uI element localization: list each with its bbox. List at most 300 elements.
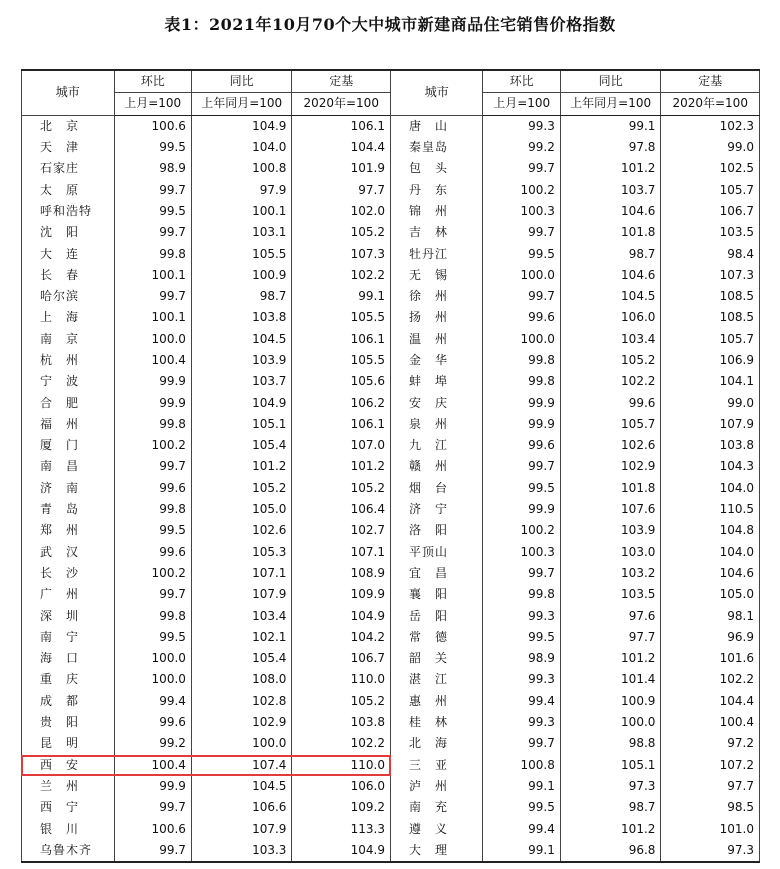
table-row xyxy=(22,818,760,839)
value-tb-right: 104.6 xyxy=(560,265,661,286)
table-row xyxy=(22,371,760,392)
value-dj-right: 99.0 xyxy=(661,137,760,158)
value-dj-right: 107.3 xyxy=(661,265,760,286)
value-dj-right: 108.5 xyxy=(661,286,760,307)
value-tb-right: 105.2 xyxy=(560,350,661,371)
value-hb-left: 100.1 xyxy=(114,265,191,286)
value-tb-right: 96.8 xyxy=(560,840,661,862)
value-tb-left: 103.7 xyxy=(191,371,292,392)
value-hb-right: 99.7 xyxy=(483,733,560,754)
city-name-left: 呼和浩特 xyxy=(22,201,115,222)
value-tb-left: 107.4 xyxy=(191,755,292,776)
value-dj-right: 110.5 xyxy=(661,499,760,520)
value-dj-right: 100.4 xyxy=(661,712,760,733)
value-tb-left: 104.5 xyxy=(191,329,292,350)
value-tb-right: 97.3 xyxy=(560,776,661,797)
value-dj-left: 106.2 xyxy=(292,392,391,413)
value-tb-left: 101.2 xyxy=(191,456,292,477)
value-dj-left: 106.1 xyxy=(292,115,391,137)
city-name-left: 大 连 xyxy=(22,243,115,264)
city-name-left: 郑 州 xyxy=(22,520,115,541)
value-dj-left: 102.0 xyxy=(292,201,391,222)
value-hb-left: 99.2 xyxy=(114,733,191,754)
value-tb-right: 99.1 xyxy=(560,115,661,137)
city-name-left: 乌鲁木齐 xyxy=(22,840,115,862)
table-row xyxy=(22,542,760,563)
value-tb-left: 103.8 xyxy=(191,307,292,328)
value-dj-left: 110.0 xyxy=(292,669,391,690)
city-name-left: 沈 阳 xyxy=(22,222,115,243)
city-name-right: 三 亚 xyxy=(390,755,483,776)
table-row xyxy=(22,520,760,541)
value-tb-left: 105.3 xyxy=(191,542,292,563)
header-dingji-left: 定基 xyxy=(292,70,391,93)
value-hb-left: 100.2 xyxy=(114,435,191,456)
value-hb-right: 99.5 xyxy=(483,797,560,818)
value-hb-left: 99.5 xyxy=(114,627,191,648)
value-hb-right: 99.7 xyxy=(483,286,560,307)
value-tb-left: 100.1 xyxy=(191,201,292,222)
header-city-right: 城市 xyxy=(390,70,483,115)
value-tb-left: 102.8 xyxy=(191,691,292,712)
table-row xyxy=(22,776,760,797)
table-row xyxy=(22,563,760,584)
value-dj-right: 102.5 xyxy=(661,158,760,179)
value-hb-left: 99.7 xyxy=(114,584,191,605)
header-tongbi-left: 同比 xyxy=(191,70,292,93)
value-tb-right: 102.2 xyxy=(560,371,661,392)
city-name-left: 南 昌 xyxy=(22,456,115,477)
value-tb-left: 100.8 xyxy=(191,158,292,179)
value-tb-left: 102.1 xyxy=(191,627,292,648)
city-name-left: 贵 阳 xyxy=(22,712,115,733)
value-hb-right: 98.9 xyxy=(483,648,560,669)
value-tb-right: 98.7 xyxy=(560,243,661,264)
city-name-left: 海 口 xyxy=(22,648,115,669)
city-name-left: 哈尔滨 xyxy=(22,286,115,307)
city-name-right: 牡丹江 xyxy=(390,243,483,264)
value-hb-left: 99.4 xyxy=(114,691,191,712)
value-hb-left: 99.7 xyxy=(114,286,191,307)
value-tb-right: 103.9 xyxy=(560,520,661,541)
city-name-right: 扬 州 xyxy=(390,307,483,328)
city-name-right: 惠 州 xyxy=(390,691,483,712)
value-hb-right: 99.5 xyxy=(483,243,560,264)
value-dj-left: 113.3 xyxy=(292,818,391,839)
city-name-left: 武 汉 xyxy=(22,542,115,563)
value-hb-left: 99.8 xyxy=(114,605,191,626)
value-dj-left: 104.9 xyxy=(292,605,391,626)
table-row xyxy=(22,840,760,862)
value-dj-left: 105.5 xyxy=(292,350,391,371)
value-hb-right: 99.3 xyxy=(483,712,560,733)
value-tb-left: 103.4 xyxy=(191,605,292,626)
value-dj-right: 104.0 xyxy=(661,478,760,499)
city-name-right: 湛 江 xyxy=(390,669,483,690)
value-hb-left: 99.6 xyxy=(114,712,191,733)
value-hb-right: 100.0 xyxy=(483,329,560,350)
city-name-right: 金 华 xyxy=(390,350,483,371)
value-hb-left: 99.8 xyxy=(114,499,191,520)
value-hb-right: 99.3 xyxy=(483,605,560,626)
city-name-right: 大 理 xyxy=(390,840,483,862)
city-name-left: 宁 波 xyxy=(22,371,115,392)
value-tb-right: 101.2 xyxy=(560,158,661,179)
value-dj-right: 106.7 xyxy=(661,201,760,222)
city-name-left: 广 州 xyxy=(22,584,115,605)
value-dj-right: 103.5 xyxy=(661,222,760,243)
table-row xyxy=(22,584,760,605)
table-row xyxy=(22,797,760,818)
table-row xyxy=(22,392,760,413)
value-dj-left: 107.1 xyxy=(292,542,391,563)
value-dj-right: 105.7 xyxy=(661,179,760,200)
value-tb-right: 103.4 xyxy=(560,329,661,350)
value-dj-left: 110.0 xyxy=(292,755,391,776)
value-tb-left: 100.9 xyxy=(191,265,292,286)
city-name-left: 成 都 xyxy=(22,691,115,712)
value-dj-left: 106.0 xyxy=(292,776,391,797)
value-hb-left: 99.7 xyxy=(114,840,191,862)
value-hb-right: 99.7 xyxy=(483,456,560,477)
value-dj-left: 97.7 xyxy=(292,179,391,200)
value-tb-left: 105.4 xyxy=(191,435,292,456)
value-hb-right: 99.8 xyxy=(483,584,560,605)
value-hb-left: 99.5 xyxy=(114,520,191,541)
value-dj-right: 104.4 xyxy=(661,691,760,712)
value-dj-left: 105.5 xyxy=(292,307,391,328)
city-name-right: 温 州 xyxy=(390,329,483,350)
city-name-left: 厦 门 xyxy=(22,435,115,456)
value-hb-left: 100.2 xyxy=(114,563,191,584)
value-tb-left: 103.9 xyxy=(191,350,292,371)
value-tb-left: 107.1 xyxy=(191,563,292,584)
value-tb-left: 102.6 xyxy=(191,520,292,541)
value-dj-left: 102.2 xyxy=(292,733,391,754)
table-row xyxy=(22,243,760,264)
value-tb-left: 107.9 xyxy=(191,818,292,839)
city-name-left: 合 肥 xyxy=(22,392,115,413)
city-name-right: 赣 州 xyxy=(390,456,483,477)
value-tb-left: 104.5 xyxy=(191,776,292,797)
value-tb-right: 99.6 xyxy=(560,392,661,413)
header-city-left: 城市 xyxy=(22,70,115,115)
value-dj-left: 107.3 xyxy=(292,243,391,264)
value-dj-right: 102.2 xyxy=(661,669,760,690)
value-tb-right: 101.2 xyxy=(560,648,661,669)
table-row xyxy=(22,669,760,690)
city-name-right: 常 德 xyxy=(390,627,483,648)
header-huanbi-left: 环比 xyxy=(114,70,191,93)
table-row xyxy=(22,222,760,243)
value-dj-right: 101.6 xyxy=(661,648,760,669)
value-dj-right: 104.8 xyxy=(661,520,760,541)
value-hb-left: 99.9 xyxy=(114,392,191,413)
price-index-table xyxy=(21,69,760,863)
value-dj-right: 106.9 xyxy=(661,350,760,371)
value-tb-left: 104.0 xyxy=(191,137,292,158)
city-name-right: 洛 阳 xyxy=(390,520,483,541)
header-dingji-sub-right: 2020年=100 xyxy=(661,93,760,115)
value-hb-right: 99.8 xyxy=(483,350,560,371)
city-name-right: 包 头 xyxy=(390,158,483,179)
value-hb-left: 100.6 xyxy=(114,115,191,137)
city-name-right: 北 海 xyxy=(390,733,483,754)
value-hb-right: 99.7 xyxy=(483,563,560,584)
city-name-left: 西 宁 xyxy=(22,797,115,818)
value-tb-right: 106.0 xyxy=(560,307,661,328)
city-name-left: 兰 州 xyxy=(22,776,115,797)
value-tb-left: 98.7 xyxy=(191,286,292,307)
value-tb-right: 97.6 xyxy=(560,605,661,626)
table-row xyxy=(22,115,760,137)
table-row xyxy=(22,435,760,456)
city-name-right: 桂 林 xyxy=(390,712,483,733)
value-hb-right: 100.3 xyxy=(483,542,560,563)
city-name-left: 南 京 xyxy=(22,329,115,350)
value-tb-right: 101.4 xyxy=(560,669,661,690)
value-hb-right: 99.4 xyxy=(483,818,560,839)
table-body xyxy=(22,115,760,862)
city-name-right: 岳 阳 xyxy=(390,605,483,626)
table-row xyxy=(22,137,760,158)
table-row xyxy=(22,605,760,626)
value-dj-left: 104.4 xyxy=(292,137,391,158)
value-tb-right: 97.7 xyxy=(560,627,661,648)
value-tb-left: 105.2 xyxy=(191,478,292,499)
value-dj-right: 98.1 xyxy=(661,605,760,626)
value-hb-right: 99.3 xyxy=(483,669,560,690)
value-tb-right: 98.8 xyxy=(560,733,661,754)
value-tb-right: 101.8 xyxy=(560,478,661,499)
value-tb-left: 105.4 xyxy=(191,648,292,669)
table-row xyxy=(22,179,760,200)
value-tb-right: 103.0 xyxy=(560,542,661,563)
header-huanbi-sub-right: 上月=100 xyxy=(483,93,560,115)
value-hb-left: 99.7 xyxy=(114,222,191,243)
value-dj-right: 105.0 xyxy=(661,584,760,605)
city-name-right: 烟 台 xyxy=(390,478,483,499)
value-hb-right: 99.1 xyxy=(483,776,560,797)
value-tb-right: 100.0 xyxy=(560,712,661,733)
table-row xyxy=(22,307,760,328)
table-row xyxy=(22,691,760,712)
value-dj-right: 104.6 xyxy=(661,563,760,584)
value-dj-left: 105.6 xyxy=(292,371,391,392)
value-tb-right: 101.2 xyxy=(560,818,661,839)
value-dj-right: 97.3 xyxy=(661,840,760,862)
city-name-right: 南 充 xyxy=(390,797,483,818)
value-hb-left: 99.8 xyxy=(114,243,191,264)
value-hb-left: 100.0 xyxy=(114,329,191,350)
value-dj-right: 101.0 xyxy=(661,818,760,839)
city-name-left: 深 圳 xyxy=(22,605,115,626)
value-dj-left: 105.2 xyxy=(292,478,391,499)
table-row xyxy=(22,350,760,371)
city-name-right: 安 庆 xyxy=(390,392,483,413)
table-row xyxy=(22,456,760,477)
table-row xyxy=(22,499,760,520)
value-hb-left: 99.8 xyxy=(114,414,191,435)
value-dj-left: 109.9 xyxy=(292,584,391,605)
value-tb-right: 103.2 xyxy=(560,563,661,584)
value-dj-left: 104.9 xyxy=(292,840,391,862)
value-hb-right: 100.8 xyxy=(483,755,560,776)
value-tb-right: 98.7 xyxy=(560,797,661,818)
header-tongbi-right: 同比 xyxy=(560,70,661,93)
value-dj-left: 106.4 xyxy=(292,499,391,520)
table-row xyxy=(22,201,760,222)
city-name-right: 无 锡 xyxy=(390,265,483,286)
value-dj-right: 99.0 xyxy=(661,392,760,413)
value-hb-left: 100.0 xyxy=(114,669,191,690)
city-name-right: 秦皇岛 xyxy=(390,137,483,158)
value-tb-left: 104.9 xyxy=(191,392,292,413)
value-hb-left: 100.4 xyxy=(114,350,191,371)
value-dj-right: 97.2 xyxy=(661,733,760,754)
city-name-left: 南 宁 xyxy=(22,627,115,648)
value-dj-left: 104.2 xyxy=(292,627,391,648)
value-dj-left: 106.1 xyxy=(292,414,391,435)
value-tb-right: 101.8 xyxy=(560,222,661,243)
city-name-right: 丹 东 xyxy=(390,179,483,200)
table-row xyxy=(22,648,760,669)
value-hb-right: 99.2 xyxy=(483,137,560,158)
value-tb-left: 97.9 xyxy=(191,179,292,200)
value-hb-right: 99.6 xyxy=(483,307,560,328)
city-name-right: 徐 州 xyxy=(390,286,483,307)
table-row xyxy=(22,755,760,776)
value-hb-left: 99.7 xyxy=(114,797,191,818)
value-dj-right: 105.7 xyxy=(661,329,760,350)
header-dingji-right: 定基 xyxy=(661,70,760,93)
city-name-left: 福 州 xyxy=(22,414,115,435)
city-name-left: 上 海 xyxy=(22,307,115,328)
value-dj-right: 102.3 xyxy=(661,115,760,137)
city-name-right: 平顶山 xyxy=(390,542,483,563)
value-hb-right: 99.9 xyxy=(483,499,560,520)
value-tb-left: 108.0 xyxy=(191,669,292,690)
table-title: 表1：2021年10月70个大中城市新建商品住宅销售价格指数 xyxy=(164,15,616,34)
city-name-right: 锦 州 xyxy=(390,201,483,222)
city-name-left: 西 安 xyxy=(22,755,115,776)
value-hb-left: 99.5 xyxy=(114,137,191,158)
city-name-right: 宜 昌 xyxy=(390,563,483,584)
value-tb-left: 105.0 xyxy=(191,499,292,520)
value-tb-right: 104.6 xyxy=(560,201,661,222)
value-dj-left: 99.1 xyxy=(292,286,391,307)
value-dj-right: 104.3 xyxy=(661,456,760,477)
value-dj-right: 98.5 xyxy=(661,797,760,818)
city-name-left: 青 岛 xyxy=(22,499,115,520)
value-dj-left: 108.9 xyxy=(292,563,391,584)
value-dj-left: 105.2 xyxy=(292,222,391,243)
table-row xyxy=(22,712,760,733)
value-hb-left: 100.1 xyxy=(114,307,191,328)
city-name-left: 昆 明 xyxy=(22,733,115,754)
city-name-left: 济 南 xyxy=(22,478,115,499)
value-dj-right: 104.1 xyxy=(661,371,760,392)
value-dj-left: 103.8 xyxy=(292,712,391,733)
value-hb-left: 99.9 xyxy=(114,371,191,392)
city-name-right: 唐 山 xyxy=(390,115,483,137)
value-tb-left: 105.5 xyxy=(191,243,292,264)
table-row xyxy=(22,733,760,754)
city-name-left: 天 津 xyxy=(22,137,115,158)
value-hb-left: 100.4 xyxy=(114,755,191,776)
value-hb-right: 99.8 xyxy=(483,371,560,392)
city-name-left: 太 原 xyxy=(22,179,115,200)
value-hb-left: 100.6 xyxy=(114,818,191,839)
value-hb-right: 99.1 xyxy=(483,840,560,862)
value-hb-right: 99.7 xyxy=(483,158,560,179)
value-hb-left: 99.7 xyxy=(114,456,191,477)
city-name-left: 长 沙 xyxy=(22,563,115,584)
value-dj-right: 97.7 xyxy=(661,776,760,797)
value-tb-left: 104.9 xyxy=(191,115,292,137)
value-hb-left: 99.9 xyxy=(114,776,191,797)
table-row xyxy=(22,414,760,435)
city-name-left: 杭 州 xyxy=(22,350,115,371)
value-dj-right: 107.2 xyxy=(661,755,760,776)
value-dj-right: 107.9 xyxy=(661,414,760,435)
header-huanbi-right: 环比 xyxy=(483,70,560,93)
value-hb-right: 100.2 xyxy=(483,520,560,541)
value-hb-right: 99.5 xyxy=(483,627,560,648)
value-hb-right: 99.9 xyxy=(483,392,560,413)
value-hb-right: 99.3 xyxy=(483,115,560,137)
value-hb-left: 100.0 xyxy=(114,648,191,669)
city-name-right: 蚌 埠 xyxy=(390,371,483,392)
value-hb-left: 99.6 xyxy=(114,542,191,563)
city-name-right: 济 宁 xyxy=(390,499,483,520)
value-tb-left: 106.6 xyxy=(191,797,292,818)
city-name-right: 吉 林 xyxy=(390,222,483,243)
table-row xyxy=(22,329,760,350)
value-tb-right: 100.9 xyxy=(560,691,661,712)
header-dingji-sub-left: 2020年=100 xyxy=(292,93,391,115)
city-name-right: 泉 州 xyxy=(390,414,483,435)
value-hb-right: 99.5 xyxy=(483,478,560,499)
city-name-left: 北 京 xyxy=(22,115,115,137)
value-dj-left: 101.9 xyxy=(292,158,391,179)
city-name-right: 韶 关 xyxy=(390,648,483,669)
value-dj-left: 102.2 xyxy=(292,265,391,286)
value-hb-left: 99.5 xyxy=(114,201,191,222)
value-dj-left: 105.2 xyxy=(292,691,391,712)
header-tongbi-sub-right: 上年同月=100 xyxy=(560,93,661,115)
value-tb-right: 104.5 xyxy=(560,286,661,307)
value-tb-right: 103.5 xyxy=(560,584,661,605)
value-tb-right: 107.6 xyxy=(560,499,661,520)
value-hb-left: 99.7 xyxy=(114,179,191,200)
value-tb-right: 102.6 xyxy=(560,435,661,456)
value-dj-left: 102.7 xyxy=(292,520,391,541)
city-name-right: 泸 州 xyxy=(390,776,483,797)
value-hb-right: 99.4 xyxy=(483,691,560,712)
value-hb-right: 99.7 xyxy=(483,222,560,243)
value-dj-left: 109.2 xyxy=(292,797,391,818)
value-tb-right: 105.1 xyxy=(560,755,661,776)
value-tb-right: 105.7 xyxy=(560,414,661,435)
table-row xyxy=(22,265,760,286)
value-dj-right: 108.5 xyxy=(661,307,760,328)
value-tb-right: 103.7 xyxy=(560,179,661,200)
value-dj-right: 104.0 xyxy=(661,542,760,563)
city-name-left: 长 春 xyxy=(22,265,115,286)
value-hb-right: 99.6 xyxy=(483,435,560,456)
value-tb-left: 107.9 xyxy=(191,584,292,605)
